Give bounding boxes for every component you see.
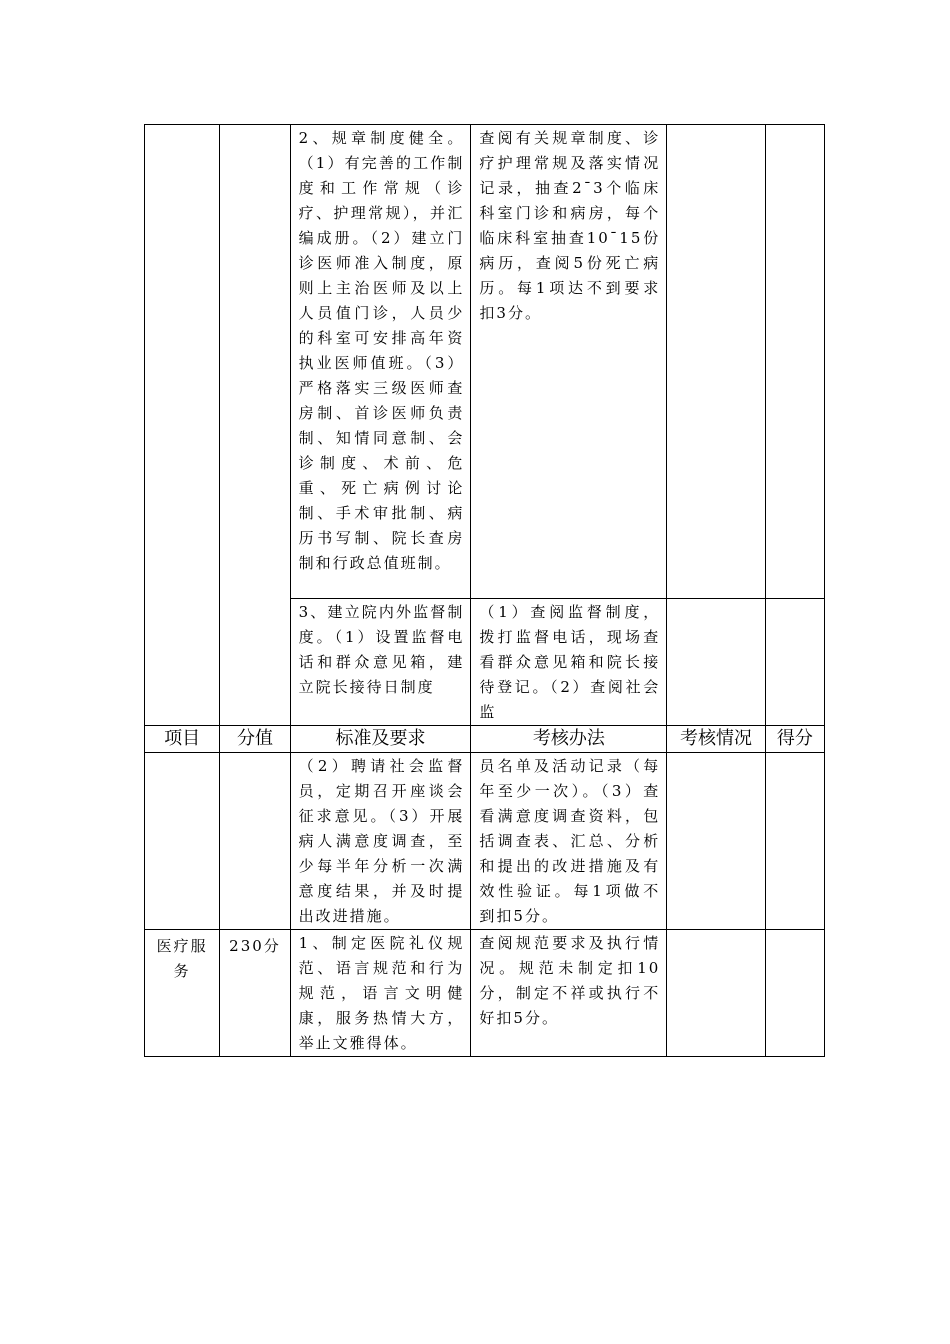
points-cell (765, 599, 824, 726)
score-cell (220, 930, 290, 1057)
method-text: 查阅有关规章制度、诊疗护理常规及落实情况记录，抽查2¯3个临床科室门诊和病房，每个临床科室抽查10¯15份病历，查阅5份死亡病历。每1项达不到要求扣3分。 (479, 129, 661, 322)
header-method: 考核办法 (471, 726, 667, 753)
standard-cell (290, 125, 471, 599)
situation-cell (667, 125, 765, 599)
method-text: （1）查阅监督制度，拨打监督电话，现场查看群众意见箱和院长接待登记。（2）查阅社会监 (479, 603, 661, 721)
standard-text: 1、制定医院礼仪规范、语言规范和行为规范，语言文明健康，服务热情大方，举止文雅得体。 (298, 934, 465, 1052)
method-cell (471, 753, 667, 930)
item-cell (145, 930, 220, 1057)
score-cell (220, 125, 290, 726)
standard-cell (290, 753, 471, 930)
table-row (145, 753, 825, 930)
header-item: 项目 (145, 726, 220, 753)
points-cell (765, 125, 824, 599)
score-cell (220, 753, 290, 930)
header-situation: 考核情况 (667, 726, 765, 753)
situation-cell (667, 599, 765, 726)
method-cell (471, 930, 667, 1057)
assessment-table (144, 124, 825, 1057)
header-points: 得分 (765, 726, 824, 753)
table-header-row (145, 726, 825, 753)
standard-cell (290, 930, 471, 1057)
score-text: 230分 (229, 937, 281, 955)
situation-cell (667, 753, 765, 930)
standard-cell (290, 599, 471, 726)
method-text: 查阅规范要求及执行情况。规范未制定扣10分，制定不祥或执行不好扣5分。 (479, 934, 661, 1027)
table-row (145, 930, 825, 1057)
standard-text: 3、建立院内外监督制度。（1）设置监督电话和群众意见箱，建立院长接待日制度 (298, 603, 465, 696)
situation-cell (667, 930, 765, 1057)
method-cell (471, 599, 667, 726)
method-text: 员名单及活动记录（每年至少一次）。（3）查看满意度调查资料，包括调查表、汇总、分析和提出的改进措施及有效性验证。每1项做不到扣5分。 (479, 757, 661, 925)
standard-text: （2）聘请社会监督员，定期召开座谈会征求意见。（3）开展病人满意度调查，至少每半年分析一次满意度结果，并及时提出改进措施。 (298, 757, 465, 925)
header-standard: 标准及要求 (290, 726, 471, 753)
method-cell (471, 125, 667, 599)
item-cell (145, 125, 220, 726)
table-row (145, 125, 825, 599)
item-text: 医疗服务 (156, 937, 208, 980)
points-cell (765, 930, 824, 1057)
item-cell (145, 753, 220, 930)
standard-text: 2、规章制度健全。（1）有完善的工作制度和工作常规（诊疗、护理常规），并汇编成册。（2）建立门诊医师准入制度，原则上主治医师及以上人员值门诊，人员少的科室可安排高年资执业医师值班。（3）严格落实三级医师查房制、首诊医师负责制、知情同意制、会诊制度、术前、危重、死亡病例讨论制、手术审批制、病历书写制、院长查房制和行政总值班制。 (298, 129, 465, 572)
points-cell (765, 753, 824, 930)
header-score: 分值 (220, 726, 290, 753)
